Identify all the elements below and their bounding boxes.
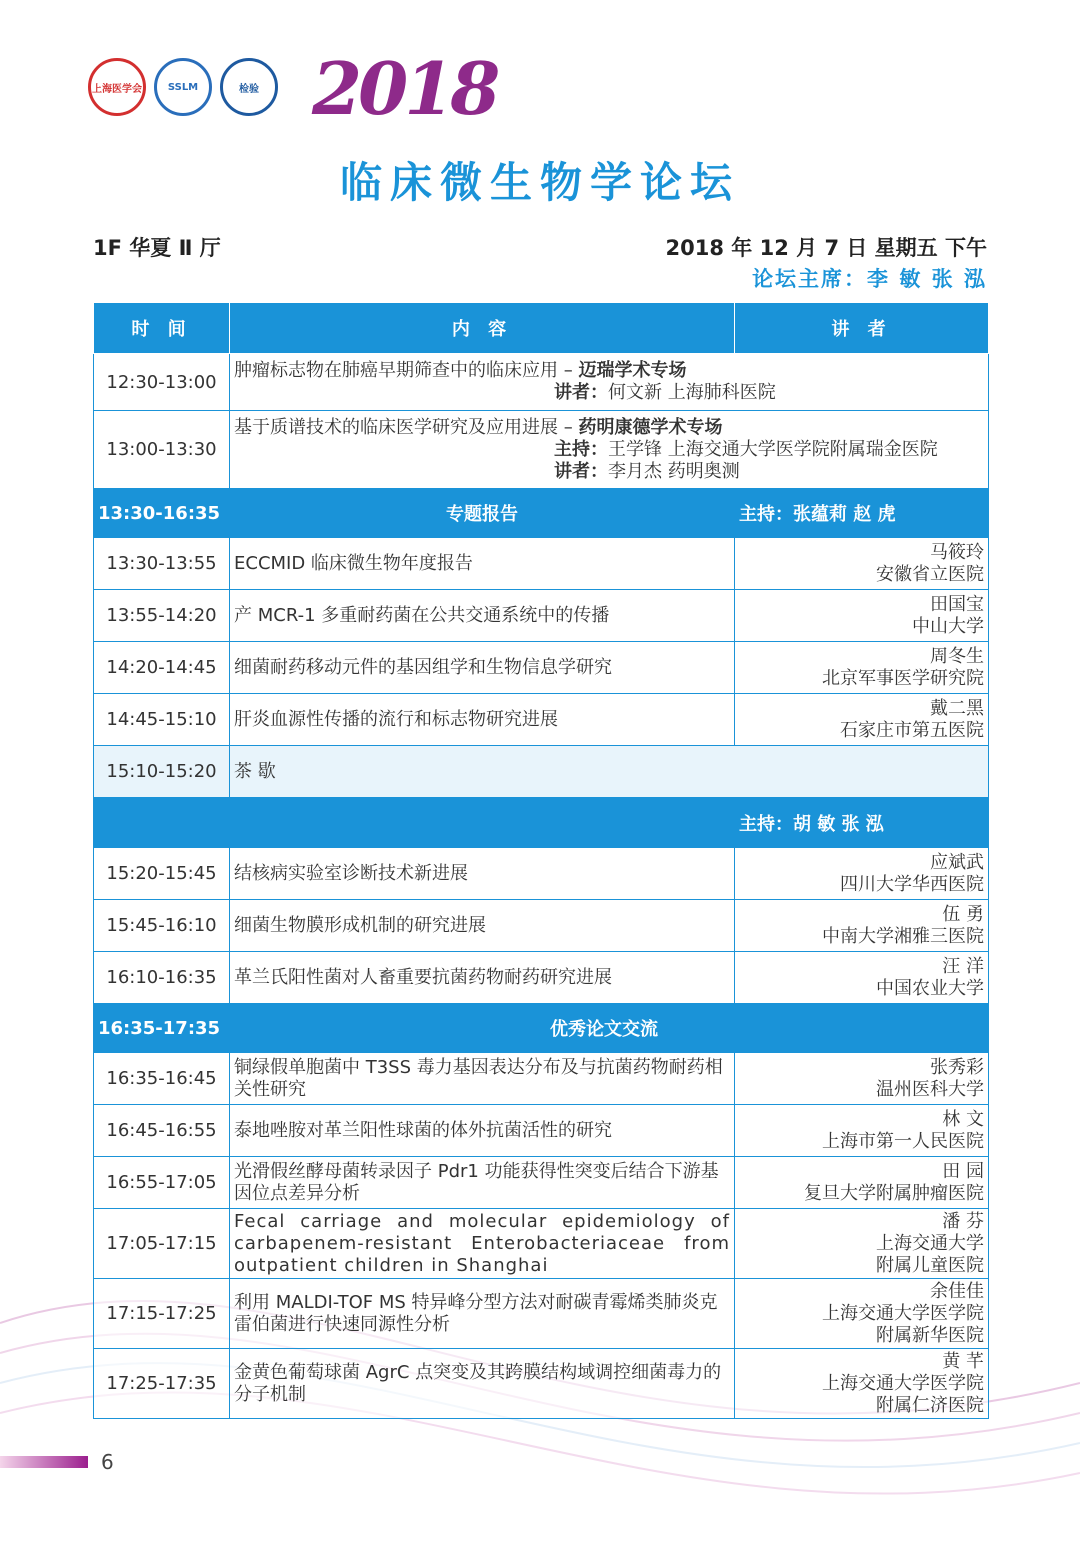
date-label: 2018 年 12 月 7 日 星期五 下午 [665, 236, 987, 260]
speaker-name: 应斌武 [930, 851, 984, 873]
row-topic [230, 354, 989, 411]
break-row [94, 746, 989, 798]
table-row [94, 642, 989, 694]
row-speaker [735, 848, 989, 900]
speaker-name: 潘 芬 [942, 1210, 984, 1232]
row-speaker [735, 1157, 989, 1209]
section-time: 13:30-16:35 [94, 489, 230, 538]
speaker-name: 马筱玲 [930, 541, 984, 563]
table-header-row [94, 303, 989, 354]
row-topic: 金黄色葡萄球菌 AgrC 点突变及其跨膜结构域调控细菌毒力的分子机制 [230, 1349, 735, 1419]
speaker-label: 讲者： [554, 382, 608, 403]
row-time: 14:45-15:10 [94, 694, 230, 746]
speaker-affiliation: 温州医科大学 [876, 1078, 984, 1100]
row-time: 15:10-15:20 [94, 746, 230, 798]
row-time: 12:30-13:00 [94, 354, 230, 411]
section-chair: 主持：张蕴莉 赵 虎 [735, 489, 989, 538]
row-time: 17:25-17:35 [94, 1349, 230, 1419]
row-time: 16:10-16:35 [94, 952, 230, 1004]
table-row [94, 1279, 989, 1349]
table-row [94, 1209, 989, 1279]
table-row [94, 590, 989, 642]
host-value: 王学锋 上海交通大学医学院附属瑞金医院 [608, 438, 938, 460]
section-time [94, 798, 230, 848]
row-speaker [735, 1105, 989, 1157]
topic-sponsor: 药明康德学术专场 [578, 416, 723, 438]
header-content: 内 容 [230, 303, 735, 354]
header-speaker: 讲 者 [735, 303, 989, 354]
header-time: 时 间 [94, 303, 230, 354]
table-row [94, 1053, 989, 1105]
section-title: 优秀论文交流 [230, 1004, 989, 1053]
row-topic: 茶 歇 [230, 746, 989, 798]
topic-sponsor: 迈瑞学术专场 [578, 360, 687, 381]
speaker-value: 李月杰 药明奥测 [608, 460, 740, 482]
row-time: 16:45-16:55 [94, 1105, 230, 1157]
topic-text: 肿瘤标志物在肺癌早期筛查中的临床应用 – [234, 360, 573, 381]
speaker-name: 汪 洋 [942, 955, 984, 977]
speaker-affiliation: 上海交通大学医学院 [822, 1372, 984, 1394]
speaker-affiliation-2: 附属新华医院 [876, 1324, 984, 1346]
table-row [94, 354, 989, 411]
speaker-affiliation: 上海交通大学医学院 [822, 1302, 984, 1324]
forum-chairs: 论坛主席：李 敏 张 泓 [752, 267, 987, 291]
page-title: 临床微生物学论坛 [339, 158, 740, 207]
page-number: 6 [101, 1450, 114, 1474]
table-row [94, 1157, 989, 1209]
speaker-name: 林 文 [942, 1108, 984, 1130]
speaker-affiliation: 复旦大学附属肿瘤医院 [804, 1182, 984, 1204]
row-speaker [735, 900, 989, 952]
row-time: 15:20-15:45 [94, 848, 230, 900]
speaker-name: 张秀彩 [930, 1056, 984, 1078]
footer-accent-bar [0, 1456, 88, 1468]
row-topic: 产 MCR-1 多重耐药菌在公共交通系统中的传播 [230, 590, 735, 642]
row-speaker [735, 1209, 989, 1279]
lab-medicine-society-logo: 检验 [220, 58, 278, 116]
table-row [94, 900, 989, 952]
row-time: 13:30-13:55 [94, 538, 230, 590]
row-time: 13:55-14:20 [94, 590, 230, 642]
row-topic: 细菌耐药移动元件的基因组学和生物信息学研究 [230, 642, 735, 694]
speaker-label: 讲者： [554, 460, 608, 482]
speaker-affiliation: 上海交通大学 [876, 1232, 984, 1254]
table-row [94, 411, 989, 489]
program-table [93, 302, 989, 1419]
row-topic: 铜绿假单胞菌中 T3SS 毒力基因表达分布及与抗菌药物耐药相关性研究 [230, 1053, 735, 1105]
row-topic: 光滑假丝酵母菌转录因子 Pdr1 功能获得性突变后结合下游基因位点差异分析 [230, 1157, 735, 1209]
row-topic [230, 411, 989, 489]
speaker-affiliation: 安徽省立医院 [876, 563, 984, 585]
speaker-affiliation: 上海市第一人民医院 [822, 1130, 984, 1152]
row-topic: 肝炎血源性传播的流行和标志物研究进展 [230, 694, 735, 746]
row-topic: 结核病实验室诊断技术新进展 [230, 848, 735, 900]
section-time: 16:35-17:35 [94, 1004, 230, 1053]
shanghai-medical-association-logo: 上海医学会 [88, 58, 146, 116]
row-speaker [735, 1279, 989, 1349]
speaker-affiliation: 中国农业大学 [876, 977, 984, 999]
host-label: 主持： [554, 438, 608, 460]
row-speaker [735, 590, 989, 642]
row-speaker [735, 538, 989, 590]
row-time: 17:05-17:15 [94, 1209, 230, 1279]
row-speaker [735, 952, 989, 1004]
section-header-row [94, 798, 989, 848]
row-time: 16:35-16:45 [94, 1053, 230, 1105]
row-speaker [735, 1349, 989, 1419]
speaker-name: 田国宝 [930, 593, 984, 615]
table-row [94, 694, 989, 746]
section-header-row [94, 1004, 989, 1053]
row-speaker [735, 642, 989, 694]
row-topic: 革兰氏阳性菌对人畜重要抗菌药物耐药研究进展 [230, 952, 735, 1004]
row-speaker [735, 1053, 989, 1105]
table-row [94, 952, 989, 1004]
speaker-name: 戴二黑 [930, 697, 984, 719]
speaker-name: 黄 芊 [942, 1350, 984, 1372]
speaker-affiliation: 石家庄市第五医院 [840, 719, 984, 741]
row-topic: Fecal carriage and molecular epidemiology of carbapenem-resistant Enterobacteriaceae from outpatient children in Shanghai [230, 1209, 735, 1279]
row-topic: ECCMID 临床微生物年度报告 [230, 538, 735, 590]
row-time: 15:45-16:10 [94, 900, 230, 952]
row-speaker [735, 694, 989, 746]
section-title: 专题报告 [230, 489, 735, 538]
row-time: 16:55-17:05 [94, 1157, 230, 1209]
speaker-name: 周冬生 [930, 645, 984, 667]
venue-label: 1F 华夏 Ⅱ 厅 [93, 236, 221, 260]
speaker-name: 余佳佳 [930, 1280, 984, 1302]
section-title [230, 798, 735, 848]
section-header-row [94, 489, 989, 538]
topic-text: 基于质谱技术的临床医学研究及应用进展 – [234, 416, 573, 438]
header-logos [88, 58, 278, 116]
row-topic: 泰地唑胺对革兰阳性球菌的体外抗菌活性的研究 [230, 1105, 735, 1157]
speaker-affiliation: 北京军事医学研究院 [822, 667, 984, 689]
speaker-affiliation-2: 附属儿童医院 [876, 1254, 984, 1276]
speaker-affiliation: 四川大学华西医院 [840, 873, 984, 895]
row-topic: 细菌生物膜形成机制的研究进展 [230, 900, 735, 952]
row-topic: 利用 MALDI-TOF MS 特异峰分型方法对耐碳青霉烯类肺炎克雷伯菌进行快速同源性分析 [230, 1279, 735, 1349]
speaker-name: 田 园 [942, 1160, 984, 1182]
table-row [94, 848, 989, 900]
year-logo: 2018 [312, 46, 497, 131]
speaker-name: 伍 勇 [942, 903, 984, 925]
sslm-logo: SSLM [154, 58, 212, 116]
row-time: 13:00-13:30 [94, 411, 230, 489]
speaker-affiliation: 中南大学湘雅三医院 [822, 925, 984, 947]
table-row [94, 1105, 989, 1157]
row-time: 14:20-14:45 [94, 642, 230, 694]
table-row [94, 1349, 989, 1419]
row-time: 17:15-17:25 [94, 1279, 230, 1349]
speaker-affiliation: 中山大学 [912, 615, 984, 637]
section-chair: 主持：胡 敏 张 泓 [735, 798, 989, 848]
speaker-value: 何文新 上海肺科医院 [608, 382, 776, 403]
table-row [94, 538, 989, 590]
speaker-affiliation-2: 附属仁济医院 [876, 1394, 984, 1416]
